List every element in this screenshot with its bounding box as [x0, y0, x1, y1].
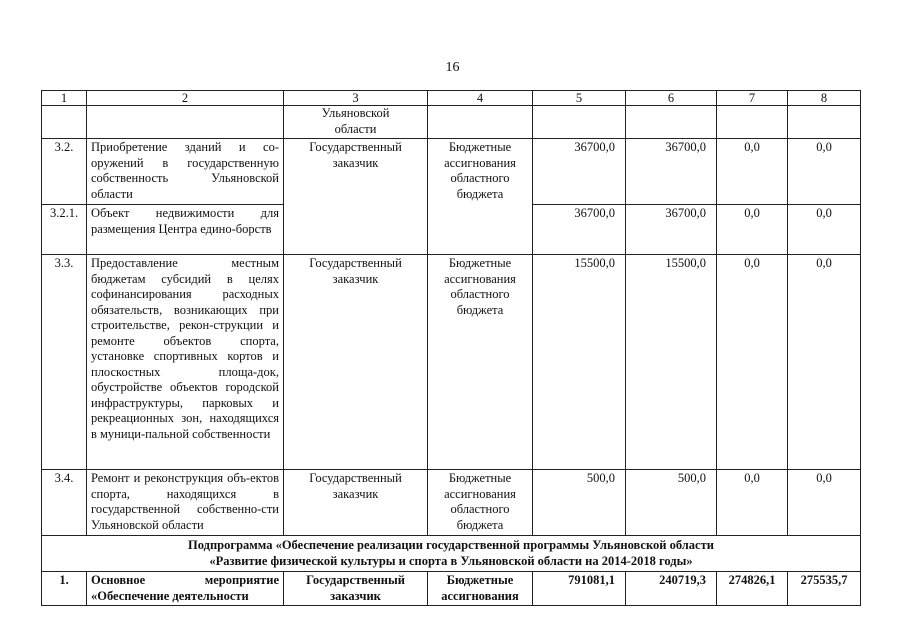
source-cell: Бюджетные ассигнования [428, 572, 533, 606]
subprogram-title-line: «Развитие физической культуры и спорта в Ульяновской области на 2014-2018 годы» [209, 553, 693, 568]
table-row [42, 572, 861, 606]
amount-total: 791081,1 [533, 572, 626, 606]
measure-name: Основное мероприятие «Обеспечение деятельности [87, 572, 284, 606]
amount-2017: 0,0 [717, 255, 788, 470]
row-index: 3.3. [42, 255, 87, 470]
amount-2017: 0,0 [717, 470, 788, 536]
amount-2018: 0,0 [788, 139, 861, 205]
amount-2016: 240719,3 [626, 572, 717, 606]
header-cell: 3 [284, 91, 428, 106]
amount-2016: 500,0 [626, 470, 717, 536]
row-index: 3.4. [42, 470, 87, 536]
amount-total: 15500,0 [533, 255, 626, 470]
budget-table [41, 90, 861, 606]
header-cell: 7 [717, 91, 788, 106]
table-row [42, 139, 861, 205]
header-cell: 4 [428, 91, 533, 106]
executor-cell: Государственный заказчик [284, 470, 428, 536]
subprogram-title-line: Подпрограмма «Обеспечение реализации государственной программы Ульяновской области [188, 538, 714, 552]
executor-cell: Государственный заказчик [284, 255, 428, 470]
table-row [42, 106, 861, 139]
amount-total: 500,0 [533, 470, 626, 536]
header-cell: 6 [626, 91, 717, 106]
page-number: 16 [445, 60, 460, 75]
amount-2018: 275535,7 [788, 572, 861, 606]
amount-2016: 15500,0 [626, 255, 717, 470]
executor-cell: Государственный заказчик [284, 139, 428, 255]
executor-cell: Ульяновской области [284, 106, 428, 139]
amount-2017: 0,0 [717, 139, 788, 205]
subprogram-title [42, 536, 861, 572]
amount-2018: 0,0 [788, 255, 861, 470]
amount-2017: 0,0 [717, 205, 788, 255]
source-cell: Бюджетные ассигнования областного бюджета [428, 139, 533, 255]
measure-name: Приобретение зданий и со-оружений в государственную собственность Ульяновской области [87, 139, 284, 205]
amount-total: 36700,0 [533, 205, 626, 255]
source-cell: Бюджетные ассигнования областного бюджета [428, 255, 533, 470]
header-cell: 5 [533, 91, 626, 106]
amount-total: 36700,0 [533, 139, 626, 205]
header-row [42, 91, 861, 106]
source-cell: Бюджетные ассигнования областного бюджета [428, 470, 533, 536]
measure-name: Предоставление местным бюджетам субсидий в целях софинансирования расходных обязательств, возникающих при строительстве, рекон-струкции и ремонте объектов спорта, установке спортивных кортов и плоскостных площа-док, обустройстве объектов городской инфраструктуры, парковых и рекреационных зон, находящихся в муници-пальной собственности [87, 255, 284, 470]
amount-2016: 36700,0 [626, 139, 717, 205]
subprogram-row [42, 536, 861, 572]
amount-2017: 274826,1 [717, 572, 788, 606]
executor-cell: Государственный заказчик [284, 572, 428, 606]
header-cell: 2 [87, 91, 284, 106]
row-index: 1. [42, 572, 87, 606]
measure-name: Ремонт и реконструкция объ-ектов спорта, находящихся в государственной собственно-сти Ульяновской области [87, 470, 284, 536]
measure-name: Объект недвижимости для размещения Центра едино-борств [87, 205, 284, 255]
amount-2018: 0,0 [788, 205, 861, 255]
header-cell: 8 [788, 91, 861, 106]
row-index: 3.2.1. [42, 205, 87, 255]
table-row [42, 255, 861, 470]
row-index: 3.2. [42, 139, 87, 205]
amount-2018: 0,0 [788, 470, 861, 536]
amount-2016: 36700,0 [626, 205, 717, 255]
table-row [42, 470, 861, 536]
header-cell: 1 [42, 91, 87, 106]
